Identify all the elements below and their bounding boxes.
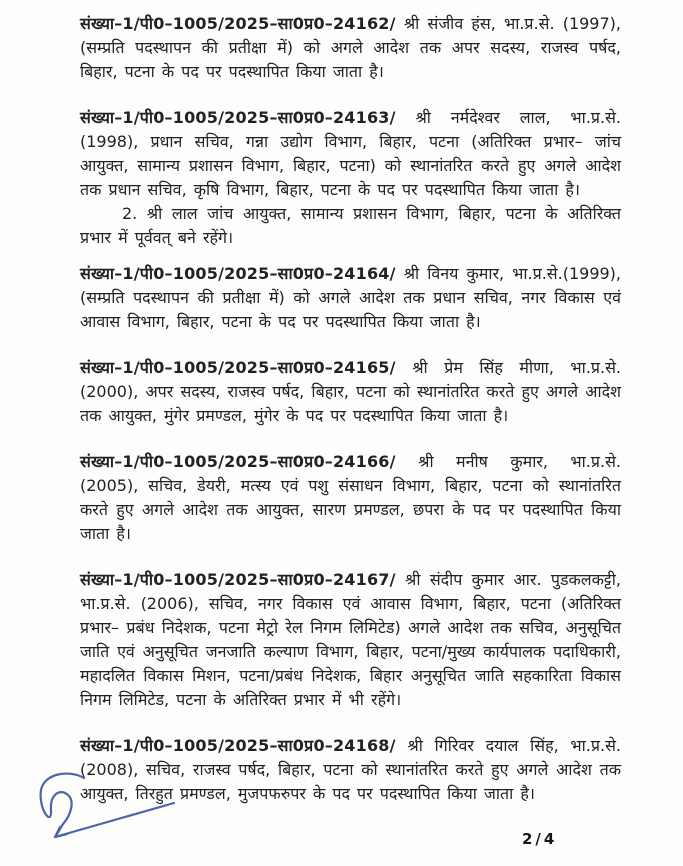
order-body-text: श्री मनीष कुमार, भा.प्र.से. (2005), सचिव, डेयरी, मत्स्य एवं पशु संसाधन विभाग, बिहार, पटना को स्थानांतरित करते हुए अगले आदेश तक आयुक्त, सारण प्रमण्डल, छपरा के पद पर पदस्थापित किया जाता है। [80,452,621,543]
order-continuation-note [80,202,621,250]
order-body-text: श्री विनय कुमार, भा.प्र.से.(1999), (सम्प्रति पदस्थापन की प्रतीक्षा में) को अगले आदेश तक प्रधान सचिव, नगर विकास एवं आवास विभाग, बिहार, पटना के पद पर पदस्थापित किया जाता है। [80,264,622,331]
order-paragraph-24164 [80,262,621,334]
order-paragraph-24168 [80,734,621,806]
order-text-block [80,12,621,828]
order-body-text: श्री गिरिवर दयाल सिंह, भा.प्र.से. (2008), सचिव, राजस्व पर्षद, बिहार, पटना को स्थानांतरित करते हुए अगले आदेश तक आयुक्त, तिरहुत प्रमण्डल, मुजपफरुपर के पद पर पदस्थापित किया जाता है। [80,736,621,803]
order-ref-number: संख्या–1/पी0–1005/2025–सा0प्र0–24164/ [80,264,396,283]
order-paragraph-24163 [80,106,621,202]
order-body-text: श्री नर्मदेश्वर लाल, भा.प्र.से. (1998), प्रधान सचिव, गन्ना उद्योग विभाग, बिहार, पटना (अतिरिक्त प्रभार– जांच आयुक्त, सामान्य प्रशासन विभाग, बिहार, पटना) को स्थानांतरित करते हुए अगले आदेश तक प्रधान सचिव, कृषि विभाग, बिहार, पटना के पद पर पदस्थापित किया जाता है। [80,108,621,199]
order-paragraph-24167 [80,568,621,712]
order-paragraph-24165 [80,356,621,428]
order-ref-number: संख्या–1/पी0–1005/2025–सा0प्र0–24166/ [80,452,396,471]
order-ref-number: संख्या–1/पी0–1005/2025–सा0प्र0–24168/ [80,736,396,755]
order-body-text: श्री संजीव हंस, भा.प्र.से. (1997), (सम्प्रति पदस्थापन की प्रतीक्षा में) को अगले आदेश तक अपर सदस्य, राजस्व पर्षद, बिहार, पटना के पद पर पदस्थापित किया जाता है। [80,14,621,81]
order-paragraph-24166 [80,450,621,546]
order-body-text: श्री प्रेम सिंह मीणा, भा.प्र.से. (2000), अपर सदस्य, राजस्व पर्षद, बिहार, पटना को स्थानांतरित करते हुए अगले आदेश तक आयुक्त, मुंगेर प्रमण्डल, मुंगेर के पद पर पदस्थापित किया जाता है। [80,358,621,425]
order-ref-number: संख्या–1/पी0–1005/2025–सा0प्र0–24167/ [80,570,396,589]
order-ref-number: संख्या–1/पी0–1005/2025–सा0प्र0–24163/ [80,108,396,127]
page-number: 2/4 [522,830,558,848]
order-ref-number: संख्या–1/पी0–1005/2025–सा0प्र0–24165/ [80,358,396,377]
order-body-text: श्री संदीप कुमार आर. पुडकलकट्टी, भा.प्र.से. (2006), सचिव, नगर विकास एवं आवास विभाग, बिहार, पटना (अतिरिक्त प्रभार– प्रबंध निदेशक, पटना मेट्रो रेल निगम लिमिटेड) अगले आदेश तक सचिव, अनुसूचित जाति एवं अनुसूचित जनजाति कल्याण विभाग, बिहार, पटना/मुख्य कार्यपालक पदाधिकारी, महादलित विकास मिशन, पटना/प्रबंध निदेशक, बिहार अनुसूचित जाति सहकारिता विकास निगम लिमिटेड, पटना के अतिरिक्त प्रभार में भी रहेंगे। [80,570,621,709]
order-paragraph-24162 [80,12,621,84]
continuation-note-text: 2. श्री लाल जांच आयुक्त, सामान्य प्रशासन विभाग, बिहार, पटना के अतिरिक्त प्रभार में पूर्ववत् बने रहेंगे। [80,204,621,247]
order-ref-number: संख्या–1/पी0–1005/2025–सा0प्र0–24162/ [80,14,396,33]
